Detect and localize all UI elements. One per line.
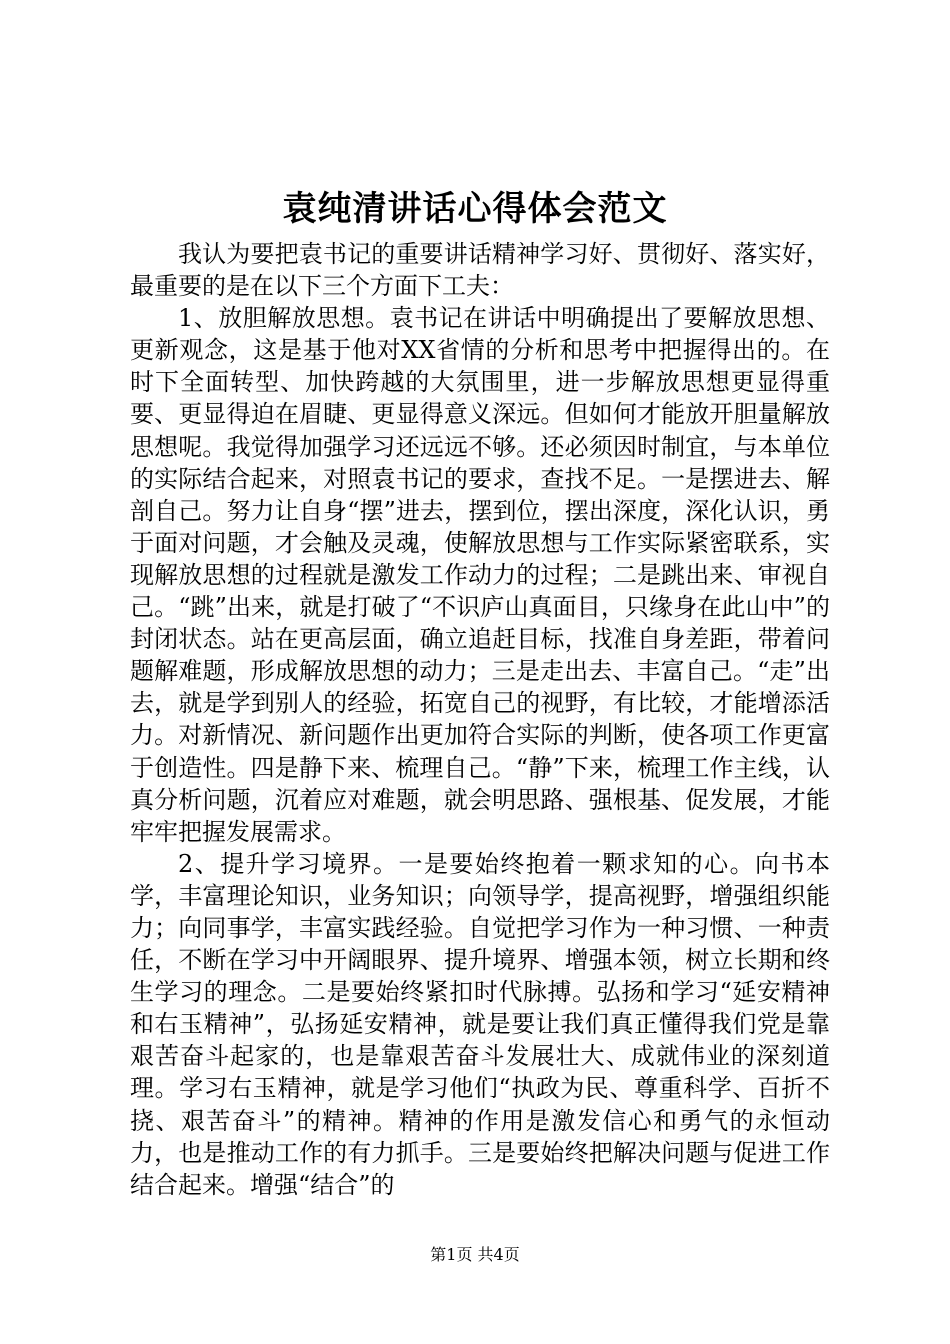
paragraph-intro: 我认为要把袁书记的重要讲话精神学习好、贯彻好、落实好，最重要的是在以下三个方面下工夫： (130, 240, 830, 301)
page-footer: 第1页 共4页 (430, 1245, 520, 1264)
document-body (130, 238, 830, 1201)
paragraph-point-1: 1、放胆解放思想。袁书记在讲话中明确提出了要解放思想、更新观念，这是基于他对XX省情的分析和思考中把握得出的。在时下全面转型、加快跨越的大氛围里，进一步解放思想更显得重要、更显得迫在眉睫、更显得意义深远。但如何才能放开胆量解放思想呢。我觉得加强学习还远远不够。还必须因时制宜，与本单位的实际结合起来，对照袁书记的要求，查找不足。一是摆进去、解剖自己。努力让自身“摆”进去，摆到位，摆出深度，深化认识，勇于面对问题，才会触及灵魂，使解放思想与工作实际紧密联系，实现解放思想的过程就是激发工作动力的过程；二是跳出来、审视自己。“跳”出来，就是打破了“不识庐山真面目，只缘身在此山中”的封闭状态。站在更高层面，确立追赶目标，找准自身差距，带着问题解难题，形成解放思想的动力；三是走出去、丰富自己。“走”出去，就是学到别人的经验，拓宽自己的视野，有比较，才能增添活力。对新情况、新问题作出更加符合实际的判断，使各项工作更富于创造性。四是静下来、梳理自己。“静”下来，梳理工作主线，认真分析问题，沉着应对难题，就会明思路、强根基、促发展，才能牢牢把握发展需求。 (130, 304, 830, 846)
document-title: 袁纯清讲话心得体会范文 (282, 189, 668, 229)
paragraph-point-2: 2、提升学习境界。一是要始终抱着一颗求知的心。向书本学，丰富理论知识，业务知识；向领导学，提高视野，增强组织能力；向同事学，丰富实践经验。自觉把学习作为一种习惯、一种责任，不断在学习中开阔眼界、提升境界、增强本领，树立长期和终生学习的理念。二是要始终紧扣时代脉搏。弘扬和学习“延安精神和右玉精神”，弘扬延安精神，就是要让我们真正懂得我们党是靠艰苦奋斗起家的，也是靠艰苦奋斗发展壮大、成就伟业的深刻道理。学习右玉精神，就是学习他们“执政为民、尊重科学、百折不挠、艰苦奋斗”的精神。精神的作用是激发信心和勇气的永恒动力，也是推动工作的有力抓手。三是要始终把解决问题与促进工作结合起来。增强“结合”的 (130, 849, 830, 1199)
